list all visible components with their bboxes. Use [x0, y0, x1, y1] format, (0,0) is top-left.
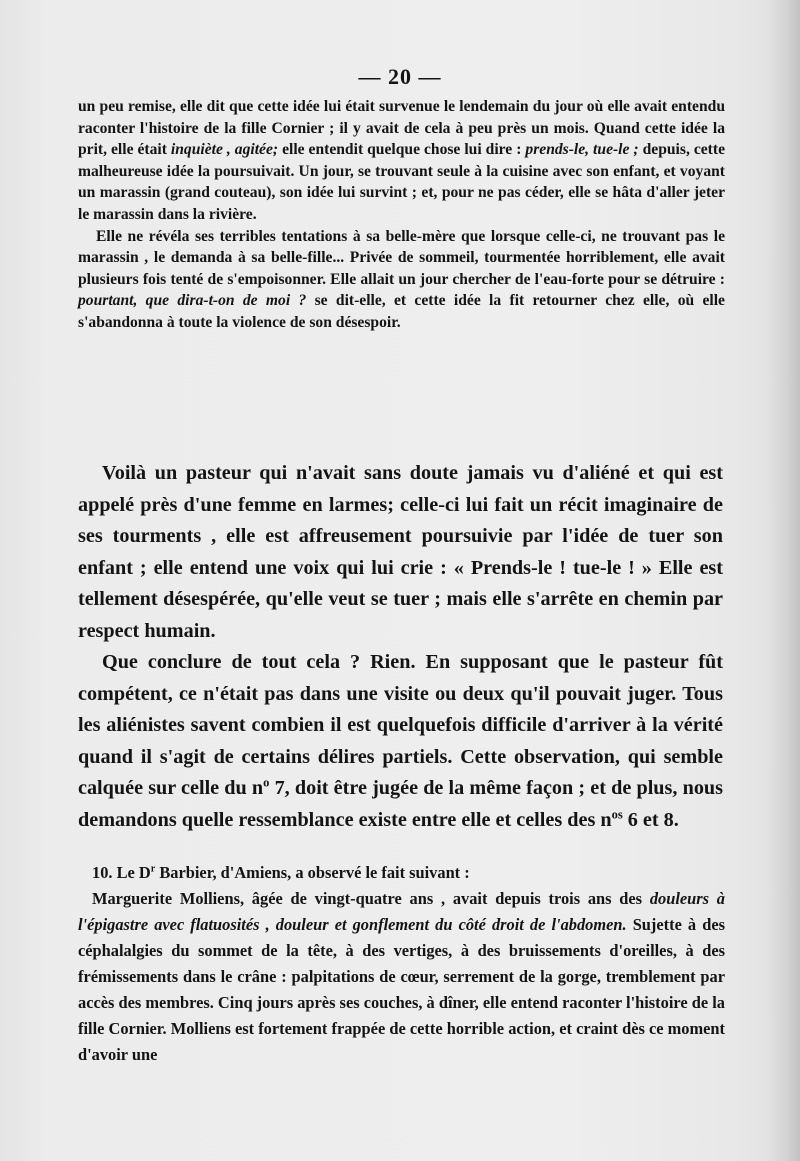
page-number: — 20 — — [358, 64, 442, 89]
commentary-paragraph-1: Voilà un pasteur qui n'avait sans doute jamais vu d'aliéné et qui est appelé près d'une femme en larmes; celle-ci lui fait un récit imaginaire de ses tourments , elle est affreusement poursuivie par l'idée de tuer son enfant ; elle entend une voix qui lui crie : « Prends-le ! tue-le ! » Elle est tellement désespérée, qu'elle veut se tuer ; mais elle s'arrête en chemin par respect humain. — [78, 462, 723, 642]
quoted-observation — [78, 96, 725, 334]
case-10-paragraph: Marguerite Molliens, âgée de vingt-quatre ans , avait depuis trois ans des douleurs à l'épigastre avec flatuosités , douleur et gonflement du côté droit de l'abdomen. Sujette à des céphalalgies du sommet de la tête, à des vertiges, à des bruissements d'oreilles, à des frémissements dans le crâne : palpitations de cœur, serrement de la gorge, tremblement par accès des membres. Cinq jours après ses couches, à dîner, elle entend raconter l'histoire de la fille Cornier. Molliens est fortement frappée de cette horrible action, et craint dès ce moment d'avoir une — [78, 889, 725, 1064]
quote-paragraph-1: un peu remise, elle dit que cette idée lui était survenue le lendemain du jour où elle avait entendu raconter l'histoire de la fille Cornier ; il y avait de cela à peu près un mois. Quand cette idée la prit, elle était inquiète , agitée; elle entendit quelque chose lui dire : prends-le, tue-le ; depuis, cette malheureuse idée la poursuivait. Un jour, se trouvant seule à la cuisine avec son enfant, et voyant un marassin (grand couteau), son idée lui survint ; et, pour ne pas céder, elle se hâta d'aller jeter le marassin dans la rivière. — [78, 98, 725, 223]
commentary-paragraph-2: Que conclure de tout cela ? Rien. En supposant que le pasteur fût compétent, ce n'était pas dans une visite ou deux qu'il pouvait juger. Tous les aliénistes savent combien il est quelquefois difficile d'arriver à la vérité quand il s'agit de certains délires partiels. Cette observation, qui semble calquée sur celle du $n^o$ 7, doit être jugée de la même façon ; et de plus, nous demandons quelle ressemblance existe entre elle et celles des $n^{os}$ 6 et 8. — [78, 651, 723, 831]
commentary — [78, 458, 723, 836]
case-10 — [78, 860, 725, 1068]
case-10-heading: 10. Le $D^r$ Barbier, d'Amiens, a observé le fait suivant : — [92, 863, 470, 882]
quote-paragraph-2: Elle ne révéla ses terribles tentations à sa belle-mère que lorsque celle-ci, ne trouvant pas le marassin , le demanda à sa belle-fille... Privée de sommeil, tourmentée horriblement, elle avait plusieurs fois tenté de s'empoisonner. Elle allait un jour chercher de l'eau-forte pour se détruire : pourtant, que dira-t-on de moi ? se dit-elle, et cette idée la fit retourner chez elle, où elle s'abandonna à toute la violence de son désespoir. — [78, 227, 725, 331]
page-edge-shadow — [766, 0, 800, 1161]
